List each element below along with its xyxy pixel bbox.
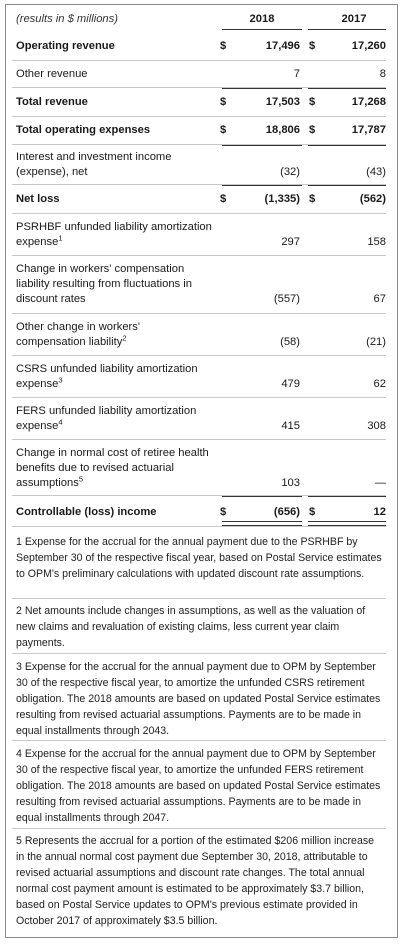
value-2018: 18,806 <box>265 124 300 136</box>
value-2017: 308 <box>367 420 386 432</box>
value-2017: (21) <box>366 336 386 348</box>
footnote-1: 1 Expense for the accrual for the annual payment due to the PSRHBF by September 30 of the respective fiscal year, based on Postal Service estimates to OPM's preliminary calculations with updated discount rate assumptions. <box>16 536 382 580</box>
row-label-text: Change in normal cost of retiree health benefits due to revised actuarial assumptions <box>16 447 209 489</box>
row-divider <box>12 439 386 440</box>
dollar-sign: $ <box>220 96 227 108</box>
subtotal-rule-2018 <box>222 88 302 89</box>
value-2018: 297 <box>281 236 300 248</box>
row-label-text: FERS unfunded liability amortization expense <box>16 405 197 432</box>
subtotal-rule-2018 <box>222 185 302 186</box>
value-2018: 479 <box>281 378 300 390</box>
footnote-ref: 3 <box>58 375 63 385</box>
value-2018: 17,503 <box>265 96 300 108</box>
footnote-ref: 2 <box>122 333 127 343</box>
footnote-3: 3 Expense for the accrual for the annual payment due to OPM by September 30 of the respective fiscal year, to amortize the unfunded CSRS retirement obligation. The 2018 amounts are based on updated Postal Service estimates resulting from revised actuarial assumptions. Payments are to be made in equal installments through 2043. <box>16 661 381 737</box>
row-label-text: PSRHBF unfunded liability amortization expense <box>16 221 212 248</box>
row-label <box>16 446 212 491</box>
year-2017-header: 2017 <box>341 13 367 25</box>
dollar-sign: $ <box>309 193 316 205</box>
subtotal-rule-2018 <box>222 145 302 146</box>
dollar-sign: $ <box>309 40 316 52</box>
row-label: Change in workers' compensation liability resulting from fluctuations in discount rates <box>16 263 192 305</box>
value-2018: 103 <box>281 477 300 489</box>
row-divider <box>12 255 386 256</box>
note-divider <box>12 740 386 741</box>
subtotal-rule-2018 <box>222 496 302 497</box>
note-divider <box>12 653 386 654</box>
value-2017: 67 <box>373 293 386 305</box>
footnote-4: 4 Expense for the accrual for the annual payment due to OPM by September 30 of the respective fiscal year, to amortize the unfunded FERS retirement obligation. The 2018 amounts are based on updated Postal Service estimates resulting from revised actuarial assumptions. Payments are to be made in equal installments through 2047. <box>16 748 381 824</box>
units-label: (results in $ millions) <box>16 13 118 25</box>
dollar-sign: $ <box>220 506 227 518</box>
value-2018: (32) <box>280 166 300 178</box>
row-label: Total revenue <box>16 96 88 108</box>
header-underline-2018 <box>222 29 302 30</box>
value-2017: 8 <box>379 68 386 80</box>
subtotal-rule-2017 <box>308 185 386 186</box>
row-label-text: CSRS unfunded liability amortization expense <box>16 363 198 390</box>
footnote-5: 5 Represents the accrual for a portion of the estimated $206 million increase in the annual normal cost payment due September 30, 2018, attributable to revised actuarial assumptions and discount rate changes. The total annual normal cost payment amount is estimated to be approximately $3.7 billion, based on Postal Service updates to OPM's previous estimate provided in October 2017 of approximately $3.5 billion. <box>16 835 375 927</box>
dollar-sign: $ <box>220 124 227 136</box>
row-label: Operating revenue <box>16 40 115 52</box>
value-2018: (58) <box>280 336 300 348</box>
value-2018: 7 <box>293 68 300 80</box>
value-2017: 158 <box>367 236 386 248</box>
value-2017: — <box>374 477 386 489</box>
value-2018: (1,335) <box>264 193 300 205</box>
dollar-sign: $ <box>309 96 316 108</box>
dollar-sign: $ <box>309 124 316 136</box>
value-2018: 415 <box>281 420 300 432</box>
subtotal-rule-2017 <box>308 145 386 146</box>
row-divider <box>12 313 386 314</box>
value-2018: (656) <box>273 506 300 518</box>
footnote-ref: 1 <box>58 233 63 243</box>
value-2018: 17,496 <box>265 40 300 52</box>
row-label <box>16 220 212 250</box>
dollar-sign: $ <box>309 506 316 518</box>
row-label <box>16 362 212 392</box>
dollar-sign: $ <box>220 193 227 205</box>
row-label: Total operating expenses <box>16 124 151 136</box>
subtotal-rule-2017 <box>308 88 386 89</box>
footnote-ref: 4 <box>58 417 63 427</box>
value-2017: 12 <box>373 506 386 518</box>
subtotal-rule-2017 <box>308 496 386 497</box>
row-divider <box>12 397 386 398</box>
note-divider <box>12 598 386 599</box>
row-divider <box>12 213 386 214</box>
value-2017: (562) <box>359 193 386 205</box>
value-2018: (557) <box>273 293 300 305</box>
row-divider <box>12 116 386 117</box>
row-divider <box>12 526 386 527</box>
row-label: Other revenue <box>16 68 88 80</box>
value-2017: 62 <box>373 378 386 390</box>
row-label-text: Other change in workers' compensation liability <box>16 321 141 348</box>
value-2017: 17,260 <box>351 40 386 52</box>
value-2017: 17,268 <box>351 96 386 108</box>
row-label: Net loss <box>16 193 60 205</box>
footnote-2: 2 Net amounts include changes in assumptions, as well as the valuation of new claims and revaluation of existing claims, less current year claim payments. <box>16 605 366 649</box>
row-label <box>16 404 212 434</box>
row-divider <box>12 355 386 356</box>
row-label: Controllable (loss) income <box>16 506 157 518</box>
footnote-ref: 5 <box>78 474 83 484</box>
dollar-sign: $ <box>220 40 227 52</box>
note-divider <box>12 828 386 829</box>
value-2017: (43) <box>366 166 386 178</box>
row-label <box>16 320 212 350</box>
value-2017: 17,787 <box>351 124 386 136</box>
row-divider <box>12 60 386 61</box>
year-2018-header: 2018 <box>249 13 275 25</box>
header-underline-2017 <box>308 29 386 30</box>
row-label: Interest and investment income (expense), net <box>16 151 172 178</box>
